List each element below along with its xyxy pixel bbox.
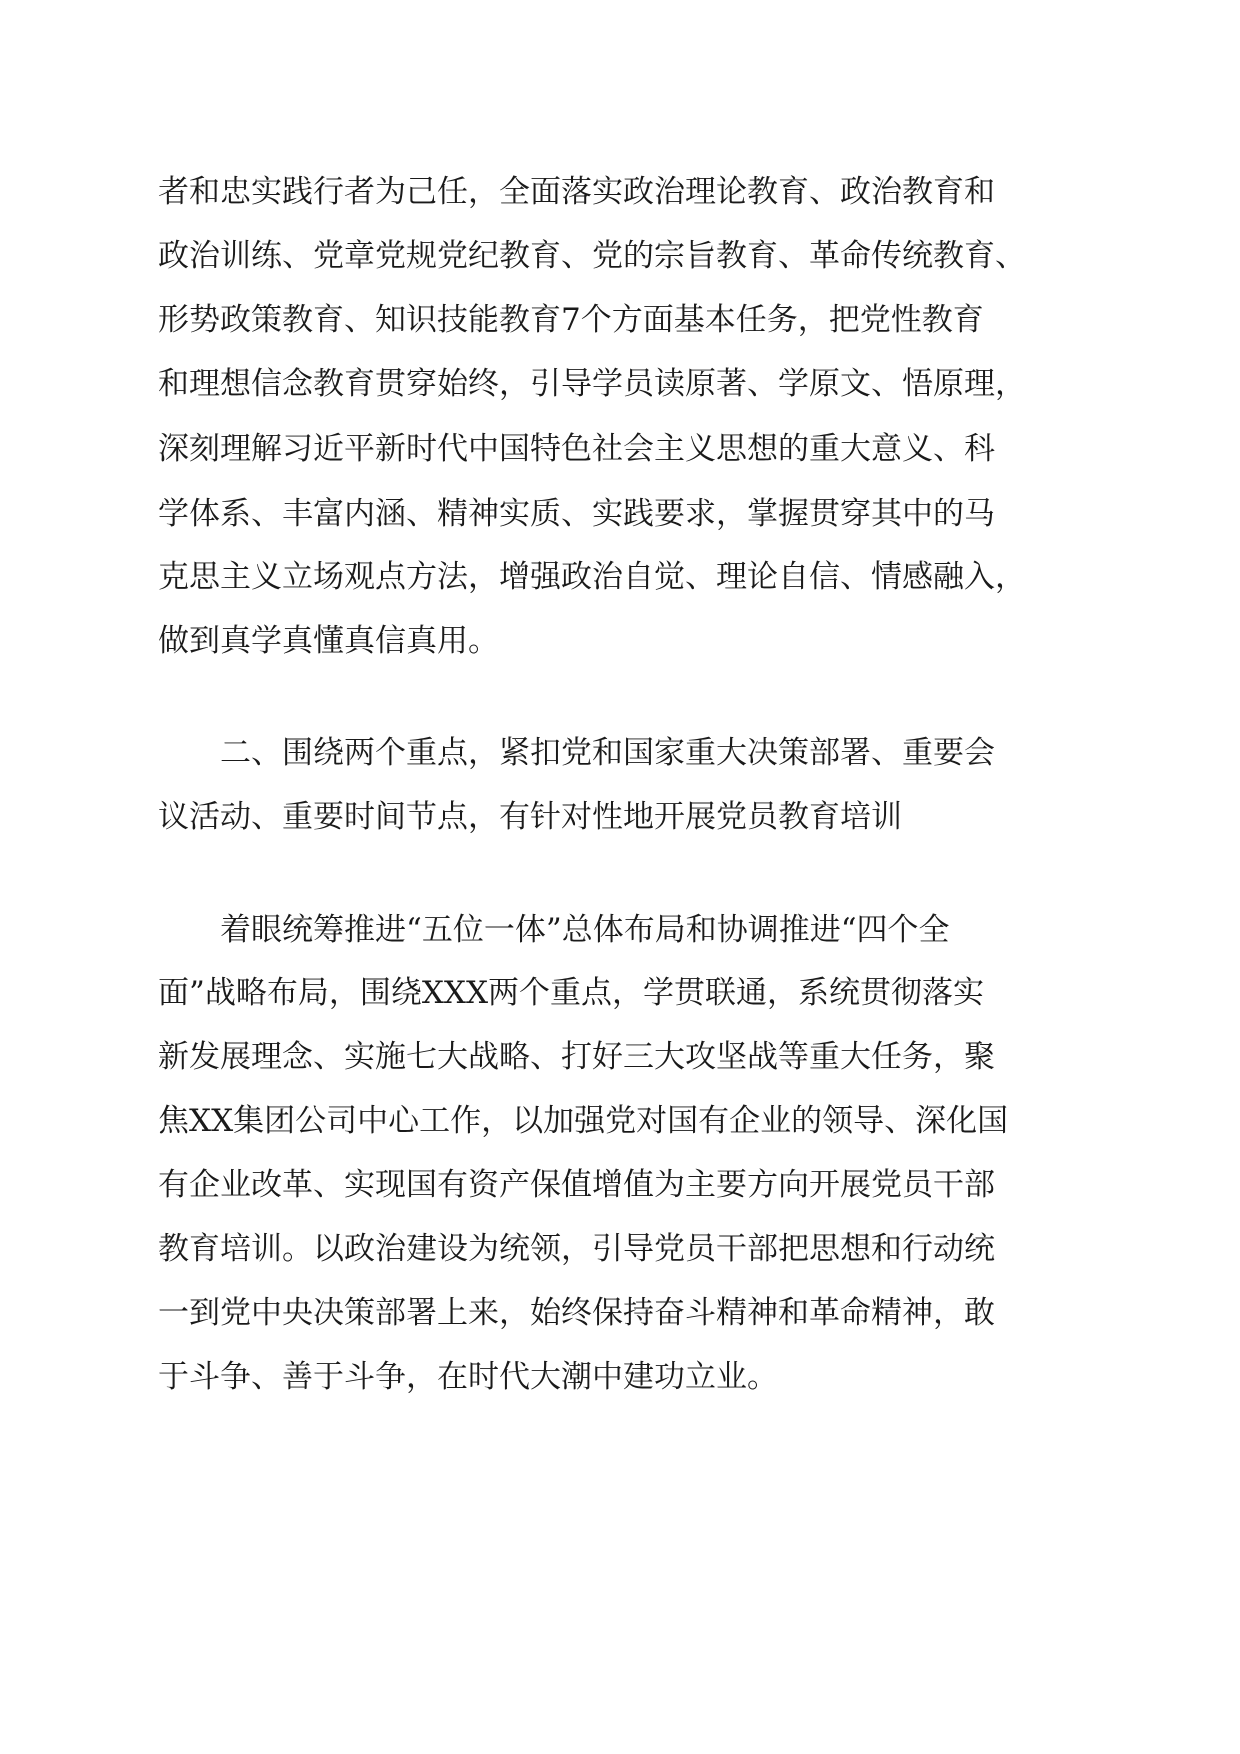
text-line [0, 226, 1240, 286]
text-line [0, 162, 1240, 222]
text-line [0, 1027, 1240, 1087]
section-heading-content: 二、围绕两个重点，紧扣党和国家重大决策部署、重要会 [158, 735, 995, 771]
section-heading-line [0, 787, 1240, 847]
text-line-content: 深刻理解习近平新时代中国特色社会主义思想的重大意义、科 [158, 431, 995, 467]
text-line-content: 政治训练、党章党规党纪教育、党的宗旨教育、革命传统教育、 [158, 238, 1026, 274]
text-line-content: 一到党中央决策部署上来，始终保持奋斗精神和革命精神，敢 [158, 1295, 995, 1331]
text-line-content: 有企业改革、实现国有资产保值增值为主要方向开展党员干部 [158, 1167, 995, 1203]
text-line [0, 1219, 1240, 1279]
text-line-content: 于斗争、善于斗争，在时代大潮中建功立业。 [158, 1359, 778, 1395]
text-line-content: 形势政策教育、知识技能教育7个方面基本任务，把党性教育 [158, 302, 984, 338]
text-line [0, 419, 1240, 479]
text-line [0, 484, 1240, 544]
text-line-content: 和理想信念教育贯穿始终，引导学员读原著、学原文、悟原理， [158, 366, 1026, 402]
text-line [0, 611, 1240, 671]
text-line-content: 者和忠实践行者为己任，全面落实政治理论教育、政治教育和 [158, 174, 995, 210]
text-line-content: 焦XX集团公司中心工作，以加强党对国有企业的领导、深化国 [158, 1103, 1009, 1139]
text-line-content: 面”战略布局，围绕XXX两个重点，学贯联通，系统贯彻落实 [158, 975, 985, 1011]
text-line-content: 新发展理念、实施七大战略、打好三大攻坚战等重大任务，聚 [158, 1039, 995, 1075]
text-line-content: 做到真学真懂真信真用。 [158, 623, 499, 659]
text-line [0, 900, 1240, 960]
text-line [0, 1347, 1240, 1407]
section-heading-content: 议活动、重要时间节点，有针对性地开展党员教育培训 [158, 799, 902, 835]
text-line-content: 着眼统筹推进“五位一体”总体布局和协调推进“四个全 [158, 912, 950, 948]
text-line-content: 教育培训。以政治建设为统领，引导党员干部把思想和行动统 [158, 1231, 995, 1267]
text-line [0, 354, 1240, 414]
text-line [0, 1091, 1240, 1151]
text-line [0, 290, 1240, 350]
text-line [0, 1283, 1240, 1343]
text-line [0, 963, 1240, 1023]
text-line-content: 学体系、丰富内涵、精神实质、实践要求，掌握贯穿其中的马 [158, 496, 995, 532]
text-line [0, 1155, 1240, 1215]
text-line-content: 克思主义立场观点方法，增强政治自觉、理论自信、情感融入， [158, 559, 1026, 595]
section-heading-line [0, 723, 1240, 783]
text-line [0, 547, 1240, 607]
